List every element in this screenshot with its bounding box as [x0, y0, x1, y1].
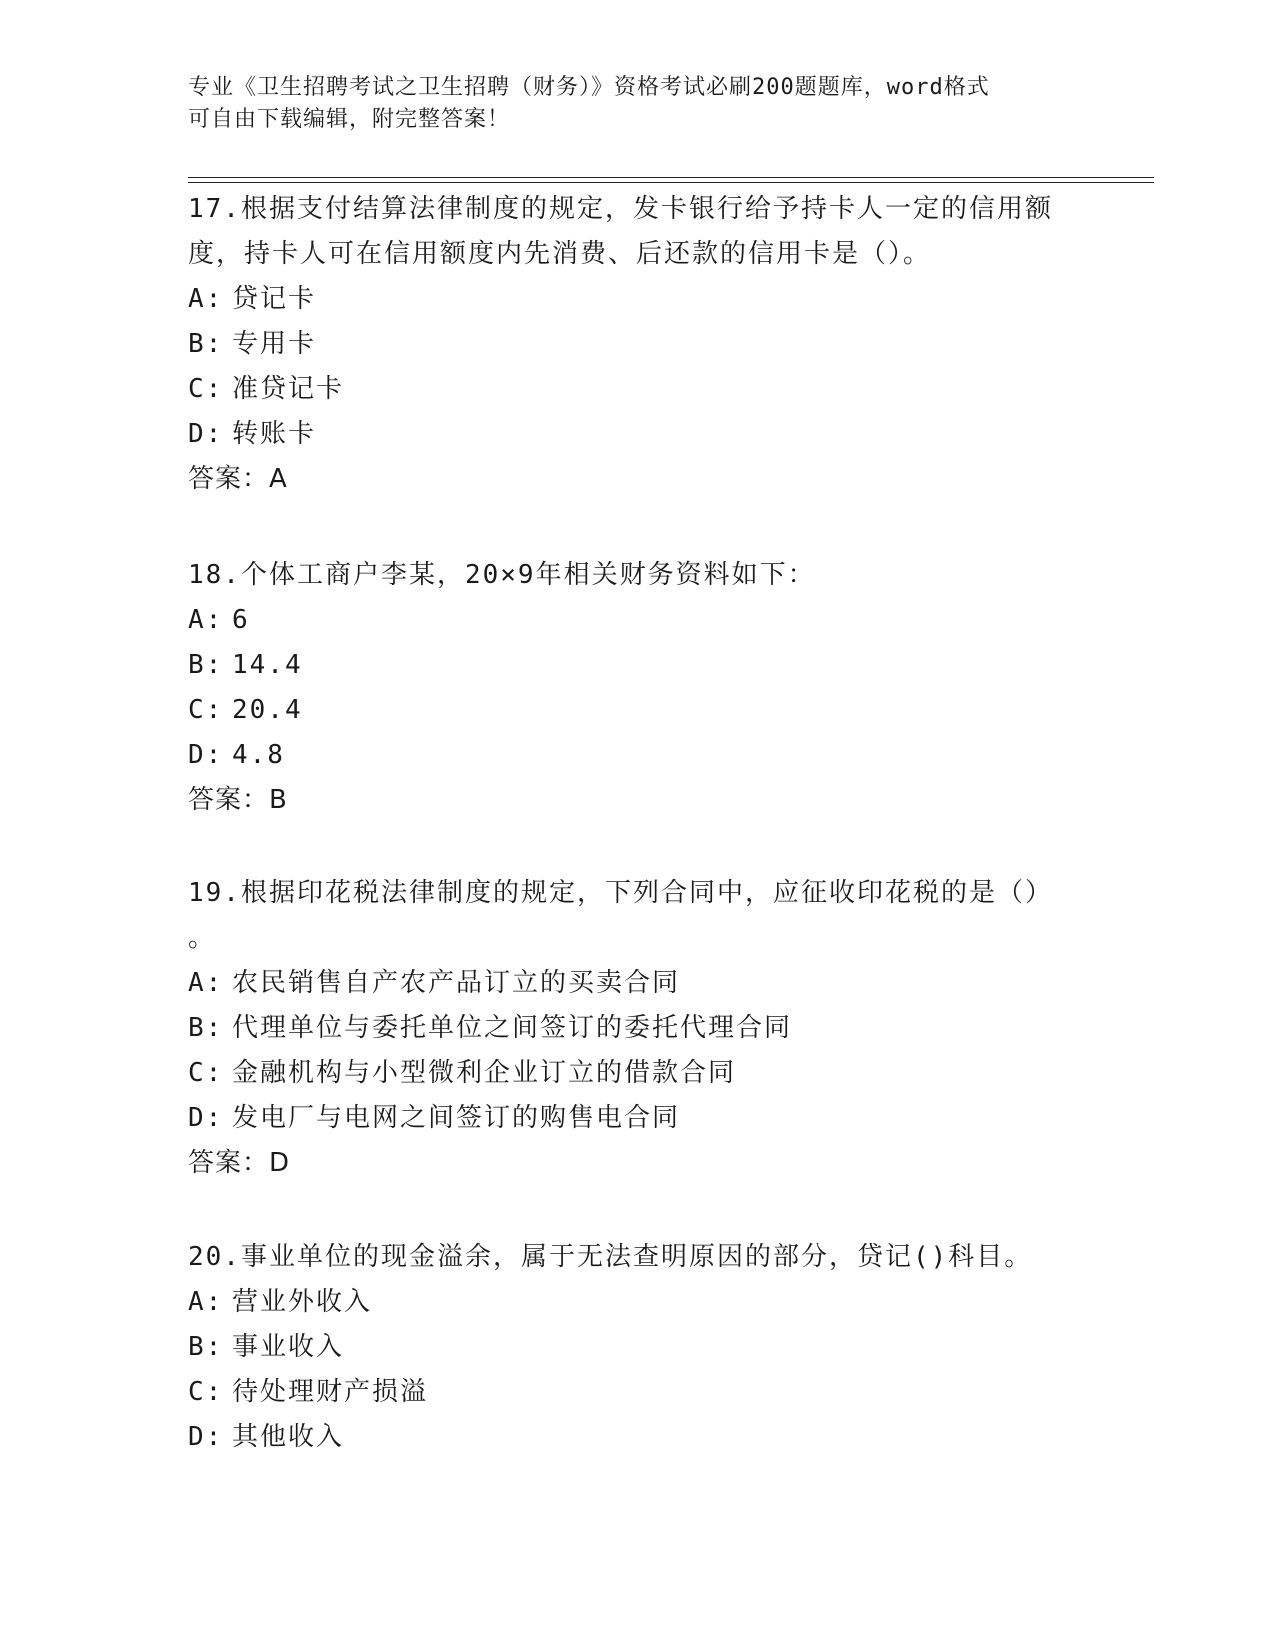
option-c — [188, 1051, 1088, 1096]
option-text: 事业收入 — [232, 1332, 345, 1362]
option-key: B: — [188, 1013, 224, 1043]
option-text: 待处理财产损溢 — [232, 1377, 429, 1407]
option-key: B: — [188, 650, 224, 680]
question-text — [188, 187, 1088, 277]
header-rule-bottom — [188, 182, 1154, 183]
option-a — [188, 961, 1088, 1006]
question-18 — [188, 553, 1088, 823]
option-text: 专用卡 — [232, 329, 317, 359]
option-key: D: — [188, 1422, 224, 1452]
header-line-2: 可自由下载编辑，附完整答案！ — [188, 107, 511, 132]
question-text — [188, 1235, 1088, 1280]
option-text: 代理单位与委托单位之间签订的委托代理合同 — [232, 1013, 793, 1043]
option-key: A: — [188, 284, 224, 314]
option-key: C: — [188, 695, 224, 725]
option-text: 20.4 — [232, 695, 303, 725]
option-key: B: — [188, 1332, 224, 1362]
option-a — [188, 598, 1088, 643]
option-key: A: — [188, 968, 224, 998]
option-key: C: — [188, 374, 224, 404]
option-text: 贷记卡 — [232, 284, 317, 314]
option-a — [188, 1280, 1088, 1325]
question-text — [188, 553, 1088, 598]
option-text: 营业外收入 — [232, 1287, 373, 1317]
option-text: 14.4 — [232, 650, 303, 680]
option-d — [188, 1415, 1088, 1460]
answer-label: 答案：D — [188, 1148, 291, 1178]
option-c — [188, 367, 1088, 412]
option-text: 转账卡 — [232, 419, 317, 449]
question-text — [188, 871, 1088, 961]
option-a — [188, 277, 1088, 322]
option-b — [188, 1006, 1088, 1051]
question-line: 18.个体工商户李某，20×9年相关财务资料如下： — [188, 560, 816, 590]
option-b — [188, 643, 1088, 688]
option-text: 发电厂与电网之间签订的购售电合同 — [232, 1103, 681, 1133]
option-key: D: — [188, 419, 224, 449]
option-key: B: — [188, 329, 224, 359]
option-text: 农民销售自产农产品订立的买卖合同 — [232, 968, 681, 998]
option-text: 4.8 — [232, 740, 285, 770]
option-text: 6 — [232, 605, 250, 635]
option-c — [188, 688, 1088, 733]
option-d — [188, 1096, 1088, 1141]
document-header — [188, 72, 1068, 136]
option-text: 其他收入 — [232, 1422, 345, 1452]
option-c — [188, 1370, 1088, 1415]
question-line: 19.根据印花税法律制度的规定，下列合同中，应征收印花税的是（） — [188, 878, 1053, 908]
option-b — [188, 322, 1088, 367]
question-20 — [188, 1235, 1088, 1460]
question-17 — [188, 187, 1088, 502]
header-line-1: 专业《卫生招聘考试之卫生招聘（财务）》资格考试必刷200题题库，word格式 — [188, 75, 990, 100]
option-key: C: — [188, 1058, 224, 1088]
question-line: 20.事业单位的现金溢余，属于无法查明原因的部分，贷记()科目。 — [188, 1242, 1033, 1272]
answer-label: 答案：A — [188, 464, 288, 494]
question-line: 。 — [188, 923, 217, 953]
question-19 — [188, 871, 1088, 1186]
option-key: D: — [188, 740, 224, 770]
question-line: 度，持卡人可在信用额度内先消费、后还款的信用卡是（）。 — [188, 239, 932, 269]
option-key: A: — [188, 605, 224, 635]
option-key: A: — [188, 1287, 224, 1317]
option-text: 金融机构与小型微利企业订立的借款合同 — [232, 1058, 737, 1088]
option-b — [188, 1325, 1088, 1370]
question-line: 17.根据支付结算法律制度的规定，发卡银行给予持卡人一定的信用额 — [188, 194, 1053, 224]
option-text: 准贷记卡 — [232, 374, 345, 404]
header-rule-top — [188, 177, 1154, 178]
answer-label: 答案：B — [188, 785, 288, 815]
option-d — [188, 733, 1088, 778]
option-d — [188, 412, 1088, 457]
option-key: D: — [188, 1103, 224, 1133]
option-key: C: — [188, 1377, 224, 1407]
